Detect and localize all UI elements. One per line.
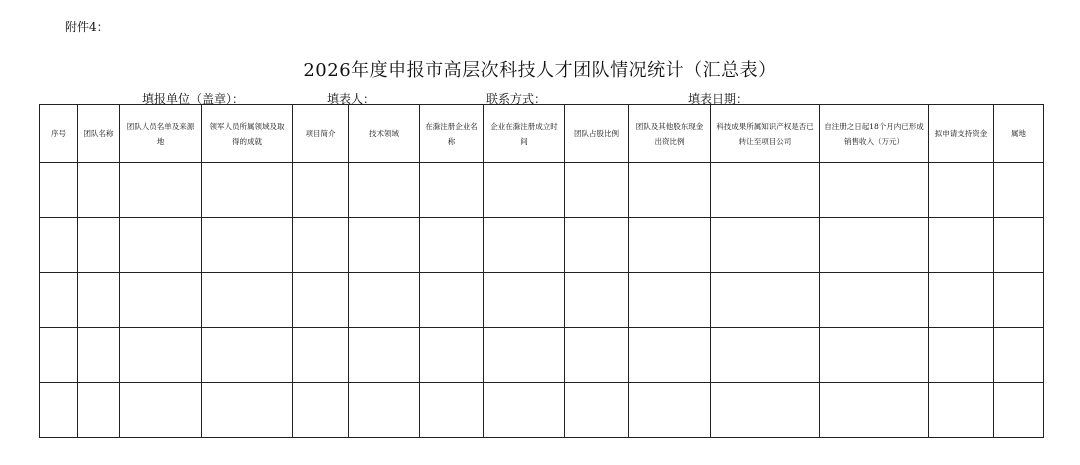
summary-table	[39, 104, 1044, 438]
table-cell[interactable]	[711, 383, 820, 438]
table-cell[interactable]	[565, 383, 629, 438]
table-row	[40, 163, 1044, 218]
table-cell[interactable]	[40, 273, 78, 328]
table-cell[interactable]	[120, 383, 202, 438]
table-cell[interactable]	[420, 273, 484, 328]
table-cell[interactable]	[293, 218, 349, 273]
table-cell[interactable]	[565, 328, 629, 383]
table-cell[interactable]	[40, 163, 78, 218]
table-cell[interactable]	[202, 163, 293, 218]
table-cell[interactable]	[40, 218, 78, 273]
table-cell[interactable]	[820, 163, 929, 218]
table-cell[interactable]	[40, 328, 78, 383]
table-cell[interactable]	[629, 163, 711, 218]
table-cell[interactable]	[484, 218, 565, 273]
table-row	[40, 218, 1044, 273]
table-cell[interactable]	[349, 273, 420, 328]
table-cell[interactable]	[78, 218, 120, 273]
header-ip-transfer: 科技成果所属知识产权是否已转让至项目公司	[711, 105, 820, 163]
table-cell[interactable]	[994, 218, 1044, 273]
table-cell[interactable]	[420, 218, 484, 273]
table-cell[interactable]	[484, 273, 565, 328]
table-cell[interactable]	[293, 273, 349, 328]
table-cell[interactable]	[202, 218, 293, 273]
table-cell[interactable]	[202, 383, 293, 438]
table-cell[interactable]	[629, 383, 711, 438]
table-cell[interactable]	[293, 163, 349, 218]
table-cell[interactable]	[420, 163, 484, 218]
header-team-equity: 团队占股比例	[565, 105, 629, 163]
table-cell[interactable]	[929, 218, 994, 273]
header-tech-field: 技术领域	[349, 105, 420, 163]
table-cell[interactable]	[711, 328, 820, 383]
table-cell[interactable]	[349, 328, 420, 383]
table-cell[interactable]	[629, 273, 711, 328]
table-cell[interactable]	[420, 328, 484, 383]
table-cell[interactable]	[565, 273, 629, 328]
header-jurisdiction: 属地	[994, 105, 1044, 163]
table-cell[interactable]	[629, 218, 711, 273]
table-cell[interactable]	[994, 328, 1044, 383]
header-row	[40, 105, 1044, 163]
fill-date-label: 填表日期：	[688, 92, 749, 106]
table-cell[interactable]	[929, 273, 994, 328]
table-cell[interactable]	[202, 273, 293, 328]
page-title: 2026年度申报市高层次科技人才团队情况统计（汇总表）	[303, 60, 777, 81]
header-cash-contribution: 团队及其他股东现金出资比例	[629, 105, 711, 163]
table-cell[interactable]	[40, 383, 78, 438]
table-cell[interactable]	[420, 383, 484, 438]
table-cell[interactable]	[484, 383, 565, 438]
table-cell[interactable]	[711, 273, 820, 328]
table-cell[interactable]	[565, 218, 629, 273]
table-cell[interactable]	[78, 328, 120, 383]
table-cell[interactable]	[120, 163, 202, 218]
table-cell[interactable]	[293, 328, 349, 383]
header-registration-time: 企业在滁注册成立时间	[484, 105, 565, 163]
header-project-intro: 项目简介	[293, 105, 349, 163]
table-cell[interactable]	[202, 328, 293, 383]
attachment-label: 附件4：	[65, 20, 109, 34]
table-cell[interactable]	[929, 163, 994, 218]
table-row	[40, 383, 1044, 438]
table-cell[interactable]	[349, 383, 420, 438]
table-cell[interactable]	[293, 383, 349, 438]
table-cell[interactable]	[994, 273, 1044, 328]
table-cell[interactable]	[484, 163, 565, 218]
contact-label: 联系方式：	[486, 92, 547, 106]
table-row	[40, 328, 1044, 383]
table-cell[interactable]	[929, 328, 994, 383]
table-cell[interactable]	[78, 383, 120, 438]
table-cell[interactable]	[78, 273, 120, 328]
table-cell[interactable]	[120, 218, 202, 273]
header-sales-revenue: 自注册之日起18个月内已形成销售收入（万元）	[820, 105, 929, 163]
table-row	[40, 273, 1044, 328]
table-cell[interactable]	[120, 273, 202, 328]
header-team-name: 团队名称	[78, 105, 120, 163]
table-cell[interactable]	[820, 273, 929, 328]
table-cell[interactable]	[120, 328, 202, 383]
table-cell[interactable]	[994, 163, 1044, 218]
filler-label: 填表人：	[327, 92, 376, 106]
header-index: 序号	[40, 105, 78, 163]
table-cell[interactable]	[349, 218, 420, 273]
header-company-name: 在滁注册企业名称	[420, 105, 484, 163]
table-cell[interactable]	[629, 328, 711, 383]
header-leader-field: 领军人员所属领域及取得的成就	[202, 105, 293, 163]
table-cell[interactable]	[711, 218, 820, 273]
table-cell[interactable]	[484, 328, 565, 383]
table-cell[interactable]	[929, 383, 994, 438]
table-cell[interactable]	[820, 218, 929, 273]
header-member-list: 团队人员名单及来源地	[120, 105, 202, 163]
table-cell[interactable]	[565, 163, 629, 218]
reporting-unit-label: 填报单位（盖章）：	[142, 92, 245, 106]
table-cell[interactable]	[994, 383, 1044, 438]
table-cell[interactable]	[820, 383, 929, 438]
table-cell[interactable]	[78, 163, 120, 218]
table-cell[interactable]	[711, 163, 820, 218]
table-cell[interactable]	[820, 328, 929, 383]
header-requested-funding: 拟申请支持资金	[929, 105, 994, 163]
table-cell[interactable]	[349, 163, 420, 218]
